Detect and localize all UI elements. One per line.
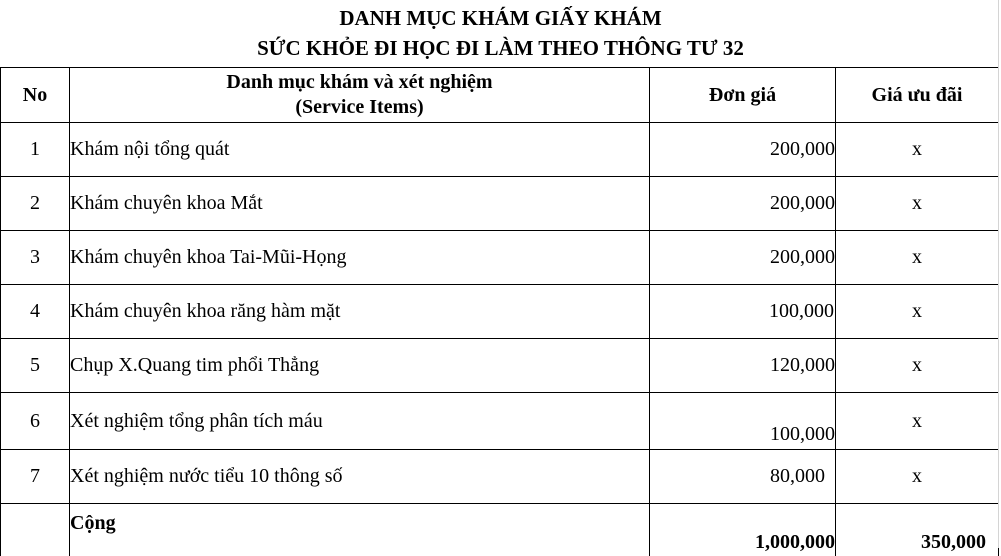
- table-row: [1, 177, 999, 231]
- row-service: Khám chuyên khoa răng hàm mặt: [70, 285, 650, 339]
- row-service: Xét nghiệm tổng phân tích máu: [70, 393, 650, 450]
- table-row: [1, 450, 999, 504]
- table-row: [1, 231, 999, 285]
- row-price: 200,000: [650, 231, 836, 285]
- total-label: Cộng: [70, 504, 650, 556]
- row-discount: x: [836, 285, 999, 339]
- row-service: Khám nội tổng quát: [70, 123, 650, 177]
- header-no: No: [1, 68, 70, 123]
- row-no: 5: [1, 339, 70, 393]
- header-service: [70, 68, 650, 123]
- row-no: 4: [1, 285, 70, 339]
- table-row: [1, 123, 999, 177]
- row-price: 80,000: [650, 450, 836, 504]
- row-discount: x: [836, 123, 999, 177]
- total-no-cell: [1, 504, 70, 556]
- row-no: 1: [1, 123, 70, 177]
- total-row: [1, 504, 999, 556]
- row-service: Xét nghiệm nước tiểu 10 thông số: [70, 450, 650, 504]
- document-title-line-2: SỨC KHỎE ĐI HỌC ĐI LÀM THEO THÔNG TƯ 32: [0, 33, 1001, 63]
- header-service-en: (Service Items): [70, 95, 649, 120]
- row-no: 7: [1, 450, 70, 504]
- row-discount: x: [836, 339, 999, 393]
- row-discount: x: [836, 177, 999, 231]
- row-price: 100,000: [650, 393, 836, 450]
- row-discount: x: [836, 393, 999, 450]
- row-price: 120,000: [650, 339, 836, 393]
- header-price: Đơn giá: [650, 68, 836, 123]
- row-discount: x: [836, 231, 999, 285]
- row-price: 200,000: [650, 177, 836, 231]
- document-title-line-1: DANH MỤC KHÁM GIẤY KHÁM: [0, 3, 1001, 33]
- row-no: 6: [1, 393, 70, 450]
- header-discount: Giá ưu đãi: [836, 68, 999, 123]
- row-no: 2: [1, 177, 70, 231]
- table-header-row: [1, 68, 999, 123]
- total-discount: 350,000: [836, 504, 999, 556]
- header-service-vi: Danh mục khám và xét nghiệm: [70, 70, 649, 95]
- table-row: [1, 393, 999, 450]
- sheet-gridline: [998, 0, 999, 548]
- row-service: Chụp X.Quang tim phổi Thẳng: [70, 339, 650, 393]
- row-discount: x: [836, 450, 999, 504]
- row-service: Khám chuyên khoa Tai-Mũi-Họng: [70, 231, 650, 285]
- row-price: 200,000: [650, 123, 836, 177]
- row-price: 100,000: [650, 285, 836, 339]
- service-price-table: [0, 67, 999, 556]
- table-row: [1, 339, 999, 393]
- total-price: 1,000,000: [650, 504, 836, 556]
- row-no: 3: [1, 231, 70, 285]
- table-row: [1, 285, 999, 339]
- row-service: Khám chuyên khoa Mắt: [70, 177, 650, 231]
